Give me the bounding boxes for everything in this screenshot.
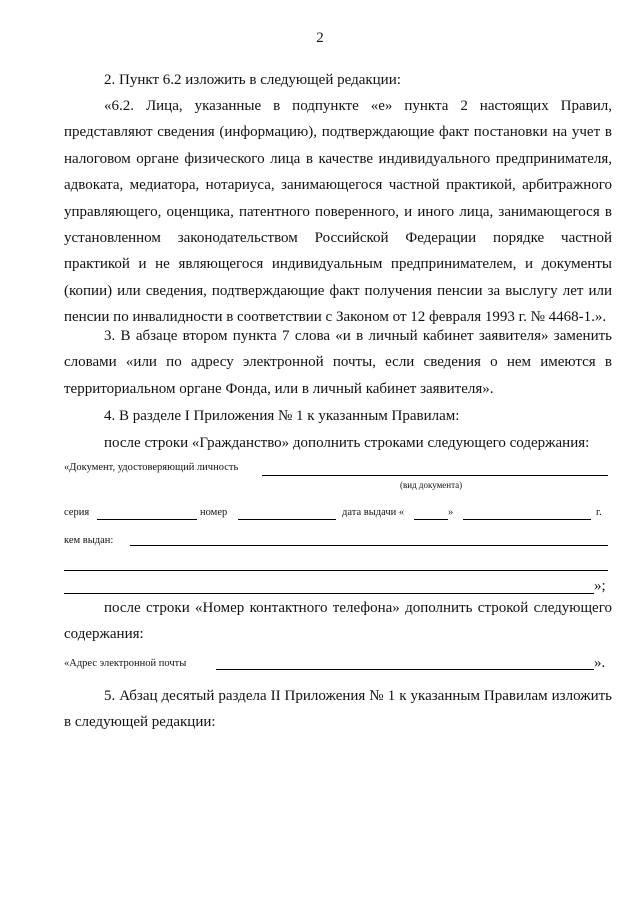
page-number: 2 bbox=[316, 30, 324, 46]
document-type-line bbox=[262, 475, 608, 476]
form-end-mark: »; bbox=[594, 578, 606, 594]
identity-document-label: «Документ, удостоверяющий личность bbox=[64, 462, 239, 473]
year-suffix: г. bbox=[596, 507, 602, 518]
issued-by-line-3 bbox=[64, 593, 594, 594]
series-line bbox=[97, 519, 197, 520]
number-line bbox=[238, 519, 336, 520]
issue-month-year-line bbox=[463, 519, 591, 520]
item-3-paragraph: 3. В абзаце втором пункта 7 слова «и в личный кабинет заявителя» заменить словами «или по адресу электронной почты, если сведения о нем имеются в территориальном органе Фонда, или в личный кабинет заявителя». bbox=[64, 328, 612, 397]
issued-by-line bbox=[130, 545, 608, 546]
item-6-2-paragraph: «6.2. Лица, указанные в подпункте «е» пункта 2 настоящих Правил, представляют сведения (информацию), подтверждающие факт постановки на учет в налоговом органе физического лица в качестве индивидуального предпринимателя, адвоката, медиатора, нотариуса, занимающегося частной практикой, арбитражного управляющего, оценщика, патентного поверенного, и иного лица, занимающегося в установленном законодательством Российской Федерации порядке частной практикой и не являющегося индивидуальным предпринимателем, и документы (копии) или сведения, подтверждающие факт получения пенсии за выслугу лет или пенсии по инвалидности в соответствии с Законом от 12 февраля 1993 г. № 4468-1.». bbox=[64, 98, 612, 326]
item-4-paragraph: 4. В разделе I Приложения № 1 к указанным Правилам: bbox=[104, 408, 460, 424]
after-citizenship-paragraph: после строки «Гражданство» дополнить строками следующего содержания: bbox=[104, 435, 590, 451]
after-phone-paragraph: после строки «Номер контактного телефона» дополнить строкой следующего содержания: bbox=[64, 600, 612, 643]
issued-by-line-2 bbox=[64, 570, 608, 571]
number-label: номер bbox=[200, 507, 228, 518]
issue-date-quote-close: » bbox=[448, 507, 454, 518]
issue-day-line bbox=[414, 519, 448, 520]
issue-date-label: дата выдачи « bbox=[342, 507, 405, 518]
issued-by-label: кем выдан: bbox=[64, 535, 114, 546]
series-label: серия bbox=[64, 507, 90, 518]
item-5-paragraph: 5. Абзац десятый раздела II Приложения № 1 к указанным Правилам изложить в следующей редакции: bbox=[64, 688, 612, 731]
item-2-paragraph: 2. Пункт 6.2 изложить в следующей редакции: bbox=[104, 72, 401, 88]
email-line bbox=[216, 669, 594, 670]
document-type-caption: (вид документа) bbox=[400, 480, 463, 490]
email-end-mark: ». bbox=[594, 655, 606, 671]
email-label: «Адрес электронной почты bbox=[64, 658, 187, 669]
